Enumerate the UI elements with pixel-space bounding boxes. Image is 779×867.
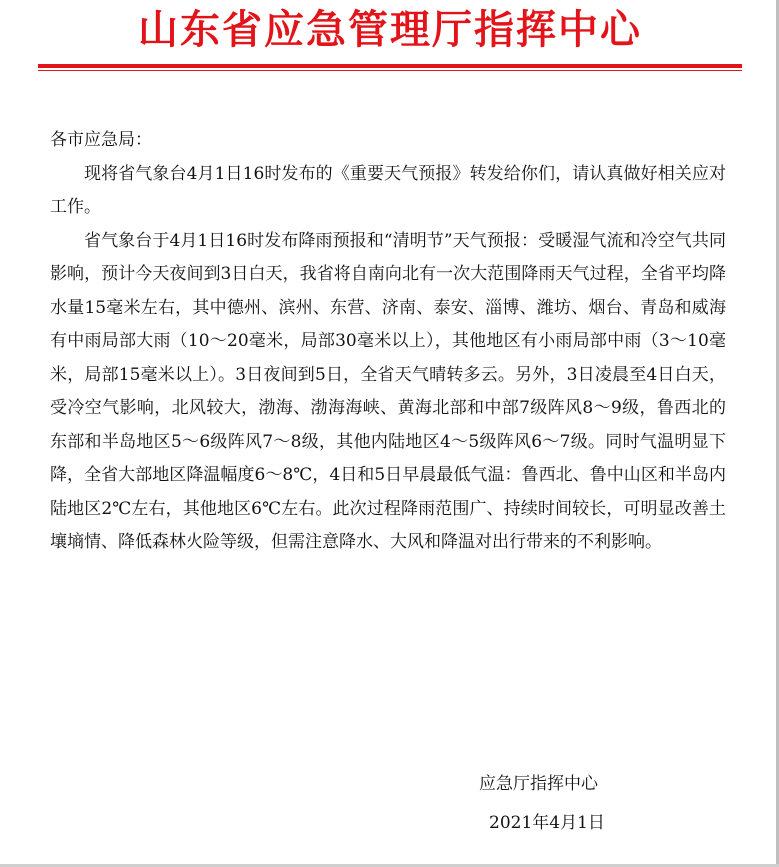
forecast-paragraph: 省气象台于4月1日16时发布降雨预报和“清明节”天气预报：受暖湿气流和冷空气共同影响，预计今天夜间到3日白天，我省将自南向北有一次大范围降雨天气过程，全省平均降水量15毫米左右，其中德州、滨州、东营、济南、泰安、淄博、潍坊、烟台、青岛和威海有中雨局部大雨（10～20毫米，局部30毫米以上），其他地区有小雨局部中雨（3～10毫米，局部15毫米以上）。3日夜间到5日，全省天气晴转多云。另外，3日凌晨至4日白天，受冷空气影响，北风较大，渤海、渤海海峡、黄海北部和中部7级阵风8～9级，鲁西北的东部和半岛地区5～6级阵风7～8级，其他内陆地区4～5级阵风6～7级。同时气温明显下降，全省大部地区降温幅度6～8℃，4日和5日早晨最低气温：鲁西北、鲁中山区和半岛内陆地区2℃左右，其他地区6℃左右。此次过程降雨范围广、持续时间较长，可明显改善土壤墒情、降低森林火险等级，但需注意降水、大风和降温对出行带来的不利影响。 — [50, 230, 726, 552]
letter-salutation: 各市应急局： — [50, 130, 152, 150]
document-date: 2021年4月1日 — [489, 813, 605, 833]
letter-intro-paragraph: 现将省气象台4月1日16时发布的《重要天气预报》转发给你们，请认真做好相关应对工作。 — [50, 163, 726, 217]
header-red-rule-thin — [38, 70, 742, 71]
document-header-title: 山东省应急管理厅指挥中心 — [138, 7, 642, 53]
signature: 应急厅指挥中心 — [479, 774, 598, 794]
letter-body — [50, 124, 726, 560]
header-red-rule-thick — [38, 64, 742, 68]
